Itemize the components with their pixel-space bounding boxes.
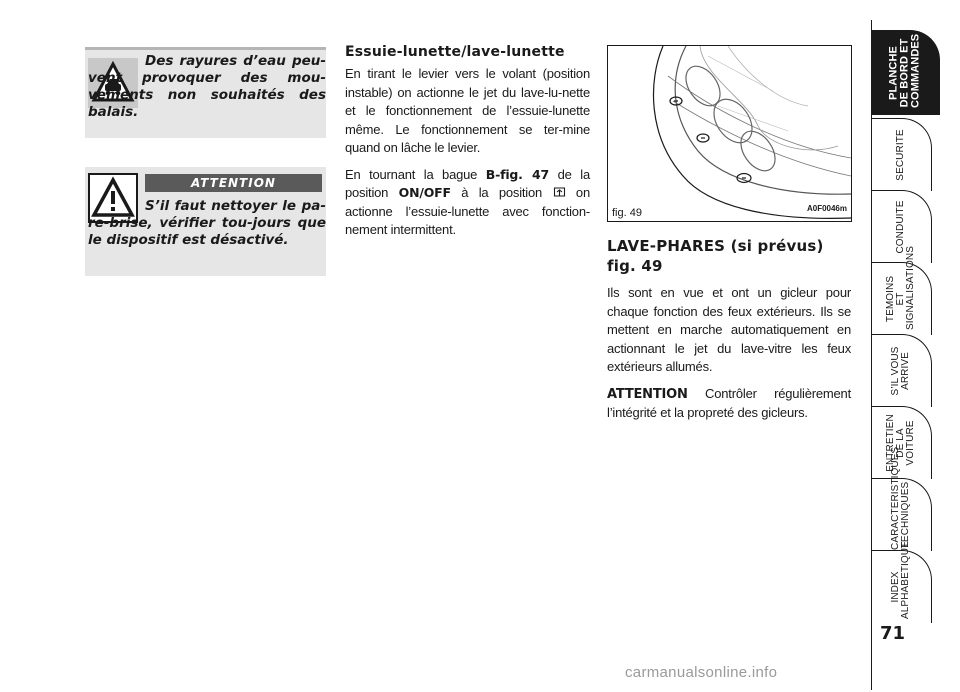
page-number: 71 bbox=[880, 623, 906, 644]
middle-column bbox=[345, 44, 590, 248]
paragraph-attention bbox=[607, 385, 851, 423]
section-title-headlamp-washers: LAVE-PHARES (si prévus) fig. 49 bbox=[607, 237, 824, 275]
tab-label: TEMOINS ET SIGNALISATIONS bbox=[885, 245, 916, 330]
attention-label: ATTENTION bbox=[607, 386, 688, 402]
note-water-scratches-text: Des rayures d’eau peu-vent provoquer des mou-vements non souhaités des balais. bbox=[88, 53, 326, 120]
note-attention-text: S’il faut nettoyer le pa-re-brise, vérifier tou-jours que le dispositif est désactivé. bbox=[88, 198, 326, 248]
tab-label: ENTRETIEN DE LA VOITURE bbox=[885, 414, 916, 472]
paragraph-intermittent bbox=[345, 166, 590, 240]
rear-wiper-symbol-icon bbox=[553, 185, 566, 196]
tab-label: PLANCHE DE BORD ET COMMANDES bbox=[887, 33, 922, 108]
p2-part-f: on actionne l’essuie-lunette avec fonction-nement intermittent. bbox=[345, 185, 590, 237]
attention-heading: ATTENTION bbox=[145, 174, 322, 192]
p2-onoff: ON/OFF bbox=[398, 185, 451, 200]
tab-label: INDEX ALPHABETIQUE bbox=[890, 541, 911, 619]
p2-part-a: En tournant la bague bbox=[345, 166, 486, 182]
tab-sil-vous-arrive[interactable] bbox=[871, 334, 932, 407]
tab-index[interactable] bbox=[871, 541, 932, 623]
tab-label: CARACTERISTIQUES TECHNIQUES bbox=[890, 446, 911, 550]
tab-label: SECURITE bbox=[895, 129, 906, 181]
tab-securite[interactable] bbox=[871, 118, 932, 191]
p2-part-e: à la position bbox=[450, 185, 553, 200]
attention-text: Contrôler régulièrement l’intégrité et la propreté des gicleurs. bbox=[607, 385, 851, 420]
section-title-rear-wiper: Essuie-lunette/lave-lunette bbox=[345, 44, 565, 60]
p2-part-c: de la position bbox=[345, 166, 590, 200]
paragraph-headlamp-washers: Ils sont en vue et ont un gicleur pour chaque fonction des feux extérieurs. Ils se mettent en marche automatiquement en actionnant le jet du lave-vitre les feux extérieurs allumés. bbox=[607, 285, 851, 374]
figure-49 bbox=[607, 45, 852, 222]
tab-conduite[interactable] bbox=[871, 190, 932, 263]
tab-label: S’IL VOUS ARRIVE bbox=[890, 346, 911, 396]
figure-caption: fig. 49 bbox=[612, 207, 642, 219]
right-column bbox=[607, 236, 851, 431]
tab-entretien[interactable] bbox=[871, 406, 932, 479]
tab-label: CONDUITE bbox=[895, 200, 906, 254]
paragraph-rear-washer: En tirant le levier vers le volant (position instable) on actionne le jet du lave-lu-nette et le fonctionnement de l’essuie-lunette même. Le fonctionnement se ter-mine quand on lâche le levier. bbox=[345, 66, 590, 155]
tab-planche-de-bord[interactable] bbox=[871, 30, 940, 115]
headlamp-washer-illustration bbox=[608, 46, 851, 221]
note-attention-cleaning bbox=[85, 167, 326, 276]
chapter-tabs bbox=[871, 0, 960, 692]
p2-fig-ref: B-fig. 47 bbox=[485, 166, 550, 182]
figure-code: A0F0046m bbox=[806, 204, 847, 213]
watermark: carmanualsonline.info bbox=[625, 664, 778, 681]
tab-temoins[interactable] bbox=[871, 245, 932, 335]
note-water-scratches bbox=[85, 47, 326, 138]
